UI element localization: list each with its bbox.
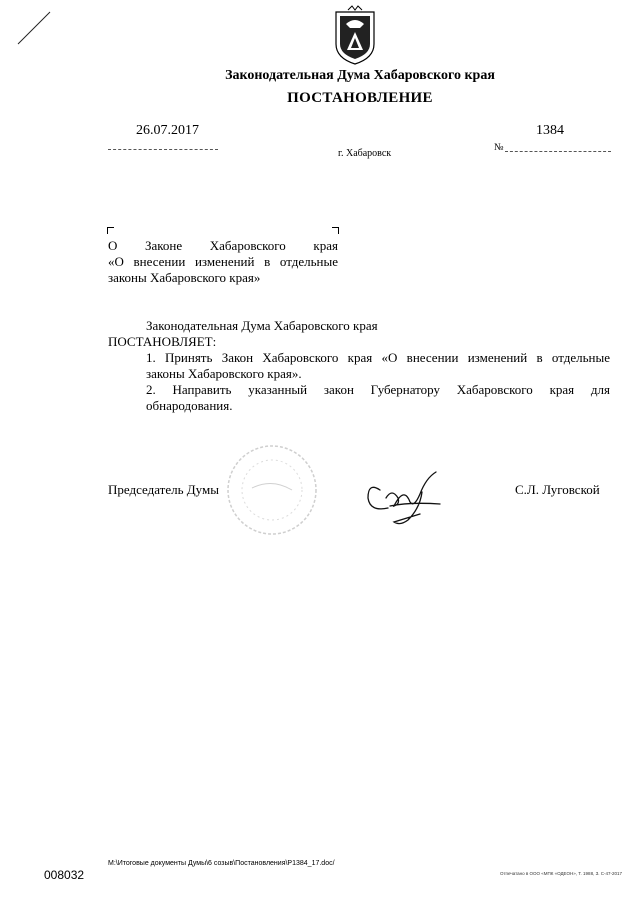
subject-line: законы Хабаровского края» <box>108 270 261 285</box>
document-date: 26.07.2017 <box>136 123 199 138</box>
date-underline <box>108 149 218 150</box>
signer-position: Председатель Думы <box>108 482 219 497</box>
pen-stroke-mark <box>14 8 54 48</box>
resolution-item-1 <box>108 350 610 382</box>
document-type-title: ПОСТАНОВЛЕНИЕ <box>287 90 433 106</box>
item-line: обнародования. <box>146 398 233 413</box>
number-underline <box>505 151 611 152</box>
subject-bracket-right <box>332 227 339 234</box>
document-subject <box>108 238 338 286</box>
item-line: 2. Направить указанный закон Губернатору Хабаровского края для <box>146 382 610 397</box>
document-number: 1384 <box>536 123 564 138</box>
item-line: законы Хабаровского края». <box>146 366 302 381</box>
number-sign: № <box>494 142 504 153</box>
item-line: 1. Принять Закон Хабаровского края «О внесении изменений в отдельные <box>146 350 610 365</box>
organization-name: Законодательная Дума Хабаровского края <box>225 68 495 83</box>
signer-name: С.Л. Луговской <box>515 482 600 497</box>
subject-bracket-left <box>107 227 114 234</box>
file-path: M:\Итоговые документы Думы\6 созыв\Постановления\P1384_17.doc/ <box>108 860 335 867</box>
faint-seal-stamp <box>212 440 332 540</box>
coat-of-arms-emblem <box>330 4 380 66</box>
registration-number: 008032 <box>44 868 85 882</box>
print-mark: Отпечатано в ООО «МПК «ОДЕОН», Т. 1988, З. С-47-2017 <box>500 871 623 876</box>
body-resolves-line: ПОСТАНОВЛЯЕТ: <box>108 334 217 349</box>
resolution-item-2 <box>108 382 610 414</box>
subject-line: «О внесении изменений в отдельные <box>108 254 338 269</box>
city-label: г. Хабаровск <box>338 148 392 159</box>
handwritten-signature <box>360 468 450 528</box>
subject-line: О Законе Хабаровского края <box>108 238 338 253</box>
body-intro-line: Законодательная Дума Хабаровского края <box>146 318 378 333</box>
